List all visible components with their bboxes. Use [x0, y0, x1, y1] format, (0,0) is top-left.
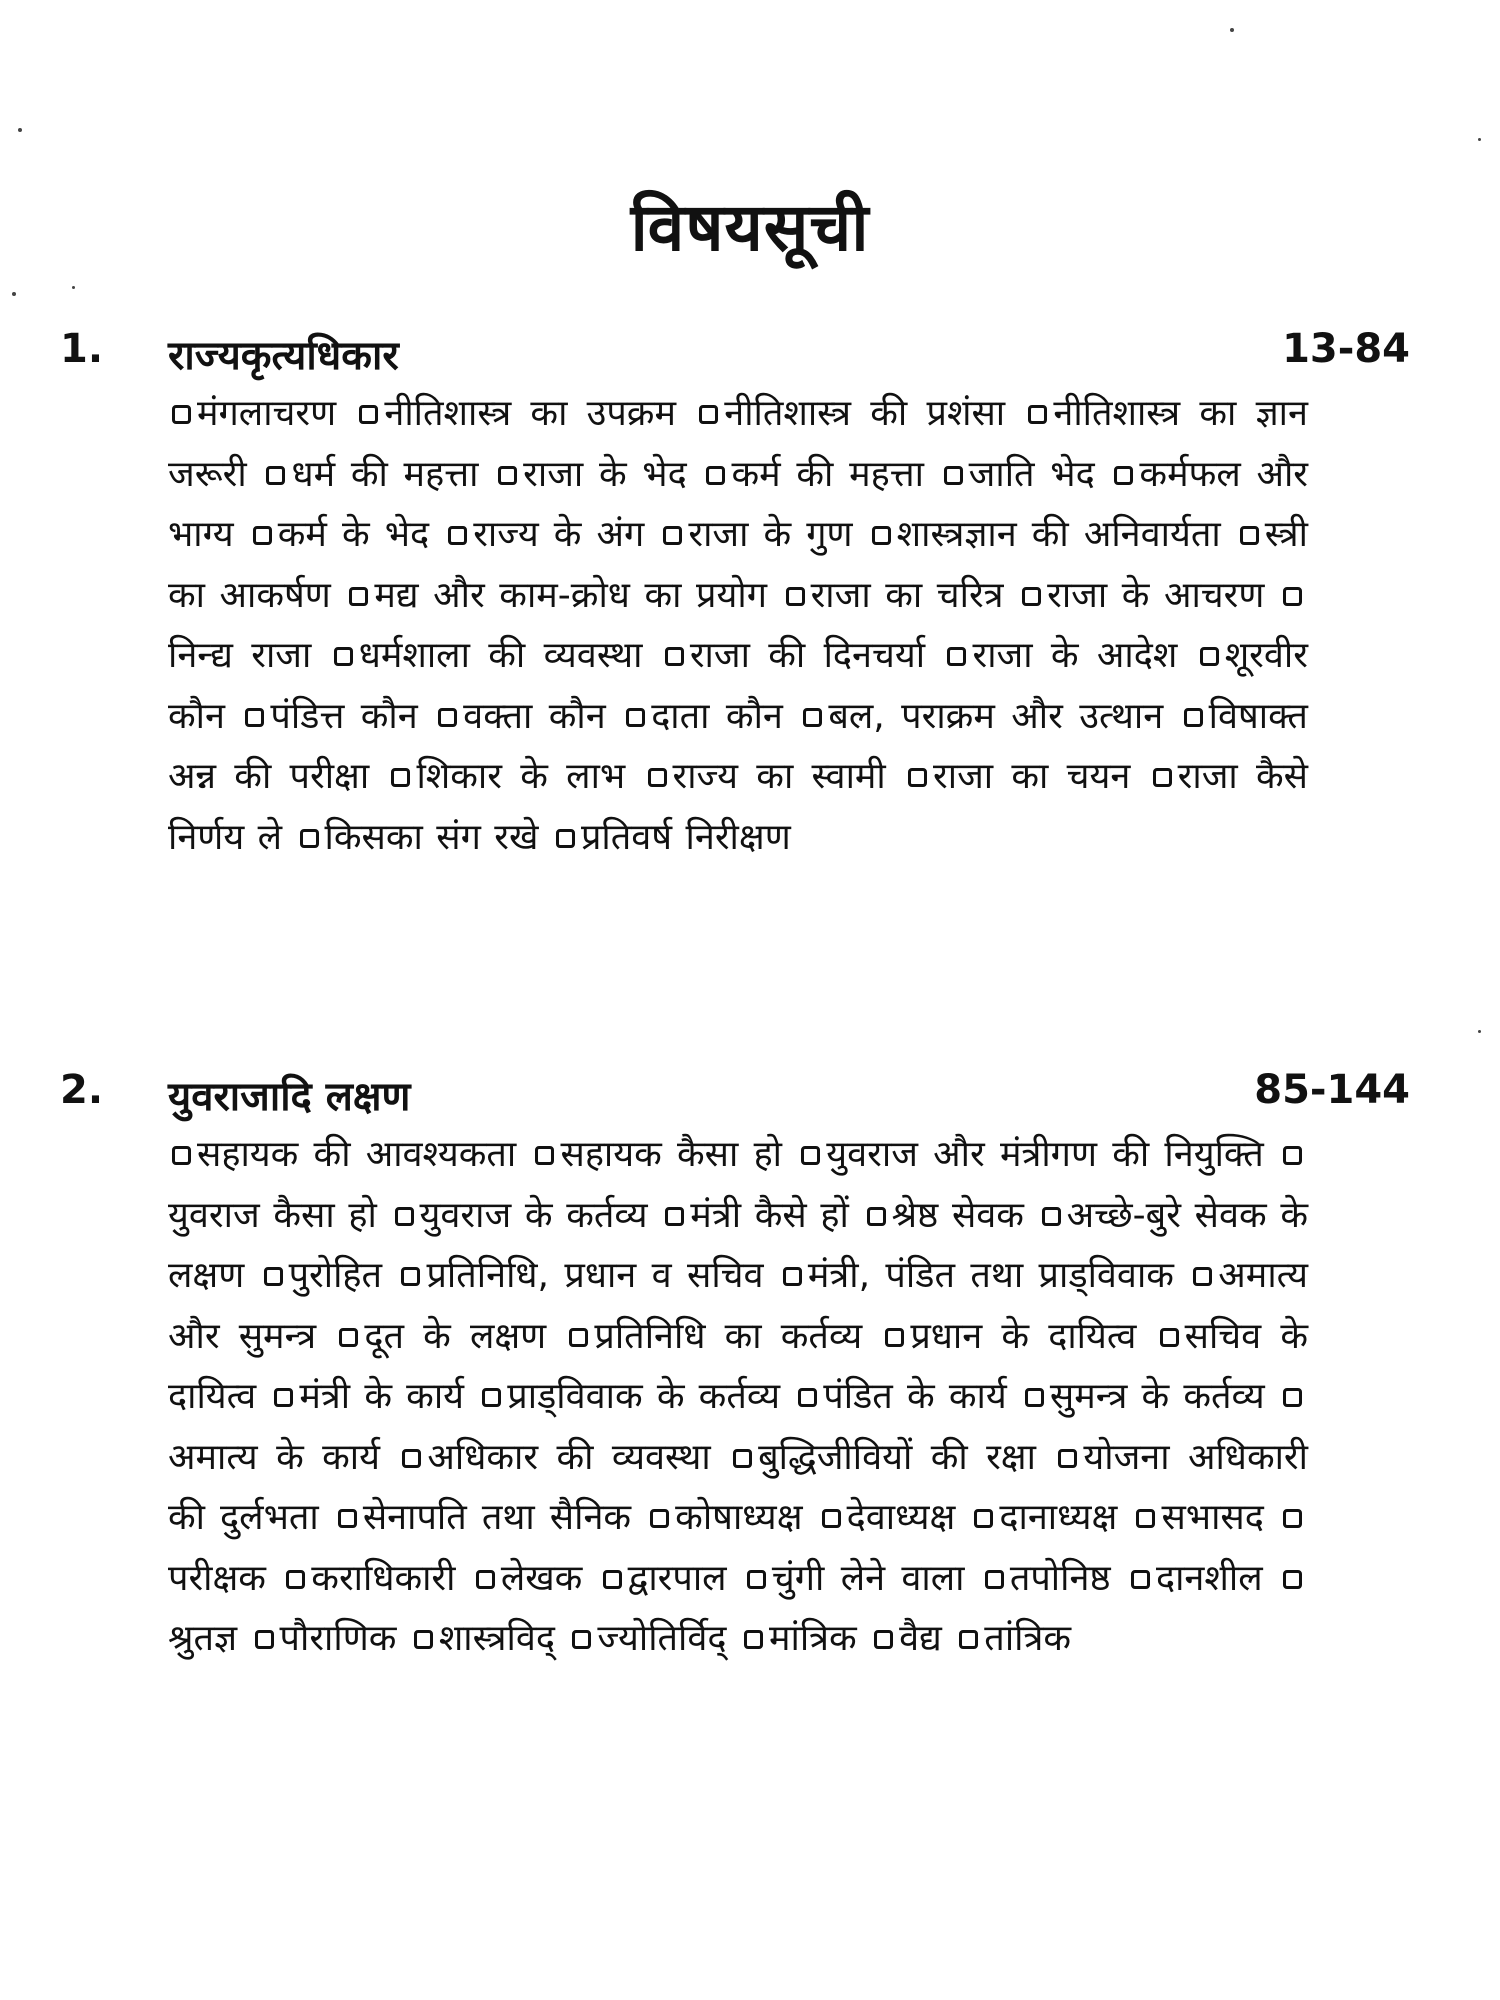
square-bullet-icon [1240, 526, 1259, 545]
square-bullet-icon [603, 1570, 622, 1589]
square-bullet-icon [867, 1207, 886, 1226]
toc-topic-label: नीतिशास्त्र का ज्ञान जरूरी [168, 393, 1308, 495]
square-bullet-icon [255, 1630, 274, 1649]
toc-topic-label: मंगलाचरण [197, 393, 337, 434]
toc-topic-label: प्राड्विवाक के कर्तव्य [507, 1376, 781, 1417]
toc-topic-label: तांत्रिक [984, 1618, 1071, 1659]
toc-topic [345, 575, 767, 616]
toc-topic-label: विषाक्त अन्न की परीक्षा [168, 695, 1308, 797]
toc-topic-label: राजा के भेद [523, 453, 687, 495]
square-bullet-icon [974, 1509, 993, 1528]
toc-topic-label: अमात्य के कार्य [168, 1436, 380, 1478]
chapter-title: युवराजादि लक्षण [168, 1074, 411, 1120]
toc-topic-label: दूत के लक्षण [364, 1315, 547, 1357]
toc-topic-label: शास्त्रविद् [438, 1618, 555, 1659]
toc-topic-label: कर्मफल और भाग्य [168, 453, 1309, 555]
toc-topic-label: अमात्य और सुमन्त्र [168, 1255, 1308, 1357]
toc-topic-label: राज्य के अंग [473, 514, 645, 555]
toc-topic [296, 817, 539, 858]
toc-topic-label: अधिकार की व्यवस्था [427, 1436, 711, 1478]
toc-topic-label: देवाध्यक्ष [846, 1497, 956, 1538]
toc-topic [868, 514, 1221, 555]
toc-topic [729, 1437, 1036, 1478]
toc-topic-label: सहायक की आवश्यकता [197, 1134, 517, 1175]
toc-topic-label: राजा के आचरण [1047, 574, 1265, 616]
square-bullet-icon [414, 1630, 433, 1649]
chapter-heading [60, 322, 1410, 384]
toc-topic-label: कर्म के भेद [277, 514, 430, 555]
square-bullet-icon [556, 829, 575, 848]
toc-topic-label: प्रधान के दायित्व [910, 1315, 1137, 1357]
toc-topic [565, 1316, 862, 1357]
square-bullet-icon [885, 1328, 904, 1347]
square-bullet-icon [947, 647, 966, 666]
toc-topic [702, 454, 923, 495]
square-bullet-icon [626, 708, 645, 727]
toc-topic [260, 1255, 382, 1296]
toc-topic [410, 1618, 555, 1659]
toc-topic-label: शास्त्रज्ञान की अनिवार्यता [896, 514, 1221, 555]
toc-topic-label: राजा के गुण [688, 514, 853, 555]
toc-topic-label: बुद्धिजीवियों की रक्षा [758, 1436, 1036, 1478]
toc-topic-label: श्रुतज्ञ [168, 1618, 238, 1659]
toc-topic [940, 454, 1095, 495]
toc-topic [568, 1618, 726, 1659]
scan-speck [1230, 28, 1234, 32]
toc-topic [434, 696, 606, 737]
chapter-page-range: 13-84 [1282, 326, 1410, 372]
toc-topic [251, 1618, 397, 1659]
toc-topic-label: जाति भेद [968, 453, 1095, 495]
toc-topic-label: परीक्षक [168, 1557, 266, 1599]
chapter-entry-2 [60, 1063, 1410, 1670]
toc-topic [794, 1376, 1006, 1417]
toc-topic [881, 1316, 1136, 1357]
toc-topic [531, 1134, 782, 1175]
toc-topic-label: दानाध्यक्ष [999, 1497, 1118, 1538]
square-bullet-icon [1283, 1509, 1302, 1528]
toc-topic [981, 1558, 1111, 1599]
toc-topic-label: शूरवीर कौन [168, 635, 1308, 737]
toc-topic [552, 817, 791, 858]
toc-topic-label: कोषाध्यक्ष [675, 1497, 803, 1538]
toc-topic-label: मंत्री के कार्य [299, 1376, 465, 1417]
toc-topic-label: धर्मशाला की व्यवस्था [358, 635, 643, 676]
toc-topic-label: नीतिशास्त्र की प्रशंसा [724, 393, 1006, 434]
toc-topic [334, 1497, 631, 1538]
square-bullet-icon [359, 405, 378, 424]
square-bullet-icon [1200, 647, 1219, 666]
toc-topic-label: धर्म की महत्ता [291, 453, 479, 495]
square-bullet-icon [245, 708, 264, 727]
toc-topic [904, 756, 1130, 797]
square-bullet-icon [253, 526, 272, 545]
toc-topic-label: पंडित्त कौन [270, 695, 418, 737]
square-bullet-icon [569, 1328, 588, 1347]
square-bullet-icon [264, 1267, 283, 1286]
toc-topic-label: राजा का चयन [933, 756, 1131, 797]
toc-topic-label: निन्द्य राजा [168, 635, 312, 676]
toc-topic-label: युवराज और मंत्रीगण की नियुक्ति [826, 1134, 1264, 1175]
toc-topic-label: युवराज के कर्तव्य [419, 1194, 648, 1236]
square-bullet-icon [1042, 1207, 1061, 1226]
square-bullet-icon [822, 1509, 841, 1528]
toc-topic-label: वैद्य [899, 1618, 942, 1659]
square-bullet-icon [300, 829, 319, 848]
square-bullet-icon [172, 1146, 191, 1165]
toc-topic [330, 635, 643, 676]
square-bullet-icon [1283, 1388, 1302, 1407]
square-bullet-icon [1028, 405, 1047, 424]
square-bullet-icon [665, 1207, 684, 1226]
toc-topic [391, 1195, 648, 1236]
chapter-number: 2. [60, 1067, 104, 1113]
square-bullet-icon [535, 1146, 554, 1165]
square-bullet-icon [395, 1207, 414, 1226]
toc-topic-label: सभासद [1161, 1497, 1264, 1538]
toc-topic-label: मांत्रिक [768, 1618, 857, 1659]
square-bullet-icon [801, 1146, 820, 1165]
toc-topic [335, 1316, 546, 1357]
toc-topic-label: राजा कैसे निर्णय ले [168, 756, 1309, 858]
toc-topic [863, 1195, 1024, 1236]
page-title: विषयसूची [630, 189, 870, 266]
toc-topic [241, 696, 417, 737]
toc-topic-label: सुमन्त्र के कर्तव्य [1049, 1376, 1265, 1417]
toc-topic [387, 756, 625, 797]
toc-topic-label: तपोनिष्ठ [1009, 1557, 1111, 1599]
toc-topic-label: द्वारपाल [627, 1557, 727, 1599]
square-bullet-icon [334, 647, 353, 666]
toc-topic [661, 635, 925, 676]
toc-topic-label: लेखक [500, 1557, 583, 1599]
square-bullet-icon [783, 1267, 802, 1286]
chapter-number: 1. [60, 326, 104, 372]
toc-topic-label: मंत्री कैसे हों [690, 1194, 849, 1236]
toc-topic [818, 1497, 956, 1538]
toc-topic-label: चुंगी लेने वाला [771, 1557, 965, 1599]
toc-topic-label: कराधिकारी [311, 1557, 456, 1599]
square-bullet-icon [438, 708, 457, 727]
square-bullet-icon [286, 1570, 305, 1589]
square-bullet-icon [803, 708, 822, 727]
toc-topic-label: अच्छे-बुरे सेवक के लक्षण [168, 1194, 1308, 1296]
toc-topic [270, 1376, 464, 1417]
toc-topic [970, 1497, 1117, 1538]
scan-speck [1478, 138, 1481, 141]
square-bullet-icon [482, 1388, 501, 1407]
toc-topic-label: मद्य और काम-क्रोध का प्रयोग [374, 574, 767, 616]
toc-topic-label: मंत्री, पंडित तथा प्राड्विवाक [807, 1255, 1174, 1296]
toc-topic-label: दाता कौन [651, 695, 783, 737]
toc-topic-label: राजा की दिनचर्या [689, 635, 926, 676]
square-bullet-icon [648, 768, 667, 787]
toc-topic [355, 393, 676, 434]
toc-topic-label: स्त्री का आकर्षण [168, 514, 1308, 616]
toc-topic [1021, 1376, 1265, 1417]
square-bullet-icon [944, 466, 963, 485]
toc-topic-label: कर्म की महत्ता [731, 453, 924, 495]
square-bullet-icon [1283, 587, 1302, 606]
toc-topic-label: ज्योतिर्विद् [597, 1618, 727, 1659]
toc-topic [282, 1558, 455, 1599]
toc-topic-label: शिकार के लाभ [416, 756, 626, 797]
toc-topic [397, 1255, 763, 1296]
toc-topic-label: युवराज कैसा हो [168, 1194, 377, 1236]
square-bullet-icon [872, 526, 891, 545]
toc-topic [797, 1134, 1263, 1175]
toc-topic [622, 696, 783, 737]
square-bullet-icon [401, 1267, 420, 1286]
chapter-topics [168, 1125, 1308, 1670]
toc-topic-label: बल, पराक्रम और उत्थान [828, 695, 1164, 737]
toc-topic-label: वक्ता कौन [463, 695, 606, 737]
scan-speck [1478, 1030, 1481, 1033]
toc-topic-label: नीतिशास्त्र का उपक्रम [384, 393, 676, 434]
square-bullet-icon [650, 1509, 669, 1528]
square-bullet-icon [1283, 1570, 1302, 1589]
square-bullet-icon [747, 1570, 766, 1589]
square-bullet-icon [1184, 708, 1203, 727]
toc-topic [661, 1195, 849, 1236]
toc-topic [695, 393, 1005, 434]
square-bullet-icon [274, 1388, 293, 1407]
toc-topic-label: सचिव के दायित्व [168, 1315, 1308, 1417]
square-bullet-icon [733, 1449, 752, 1468]
square-bullet-icon [1131, 1570, 1150, 1589]
square-bullet-icon [663, 526, 682, 545]
toc-topic [779, 1255, 1174, 1296]
toc-topic [782, 575, 1004, 616]
chapter-title: राज्यकृत्यधिकार [168, 333, 399, 379]
square-bullet-icon [786, 587, 805, 606]
square-bullet-icon [1160, 1328, 1179, 1347]
toc-topic [646, 1497, 802, 1538]
toc-topic [168, 1134, 516, 1175]
scan-speck [72, 286, 75, 289]
square-bullet-icon [1114, 466, 1133, 485]
square-bullet-icon [706, 466, 725, 485]
toc-topic-label: सहायक कैसा हो [560, 1134, 783, 1175]
scan-speck [18, 128, 22, 132]
toc-topic-label: राज्य का स्वामी [672, 756, 886, 797]
square-bullet-icon [665, 647, 684, 666]
square-bullet-icon [699, 405, 718, 424]
toc-topic [955, 1618, 1071, 1659]
toc-topic [740, 1618, 857, 1659]
square-bullet-icon [1153, 768, 1172, 787]
toc-topic [743, 1558, 965, 1599]
square-bullet-icon [498, 466, 517, 485]
toc-topic [799, 696, 1163, 737]
square-bullet-icon [1193, 1267, 1212, 1286]
toc-topic [472, 1558, 583, 1599]
toc-topic-label: पौराणिक [279, 1618, 397, 1659]
square-bullet-icon [476, 1570, 495, 1589]
toc-topic-label: राजा का चरित्र [810, 574, 1004, 616]
toc-topic-label: प्रतिवर्ष निरीक्षण [580, 816, 791, 858]
square-bullet-icon [959, 1630, 978, 1649]
toc-topic [599, 1558, 727, 1599]
toc-topic-label: पुरोहित [288, 1255, 383, 1296]
chapter-heading [60, 1063, 1410, 1125]
square-bullet-icon [874, 1630, 893, 1649]
square-bullet-icon [172, 405, 191, 424]
toc-topic-label: प्रतिनिधि का कर्तव्य [594, 1315, 863, 1357]
toc-topic [478, 1376, 780, 1417]
toc-topic [870, 1618, 942, 1659]
toc-topic [444, 514, 644, 555]
square-bullet-icon [1022, 587, 1041, 606]
toc-topic-label: दानशील [1155, 1557, 1263, 1599]
scan-speck [12, 292, 16, 296]
square-bullet-icon [1058, 1449, 1077, 1468]
square-bullet-icon [339, 1328, 358, 1347]
square-bullet-icon [338, 1509, 357, 1528]
toc-topic [1127, 1558, 1263, 1599]
square-bullet-icon [798, 1388, 817, 1407]
chapter-page-range: 85-144 [1254, 1067, 1410, 1113]
toc-topic-label: श्रेष्ठ सेवक [891, 1194, 1024, 1236]
square-bullet-icon [448, 526, 467, 545]
toc-topic [494, 454, 687, 495]
square-bullet-icon [985, 1570, 1004, 1589]
toc-topic-label: किसका संग रखे [324, 816, 539, 858]
toc-topic [644, 756, 886, 797]
chapter-entry-1 [60, 322, 1410, 868]
square-bullet-icon [744, 1630, 763, 1649]
square-bullet-icon [402, 1449, 421, 1468]
toc-topic [943, 635, 1177, 676]
square-bullet-icon [349, 587, 368, 606]
toc-topic [1132, 1497, 1263, 1538]
square-bullet-icon [266, 466, 285, 485]
toc-topic [1018, 575, 1264, 616]
toc-topic [168, 393, 336, 434]
toc-topic-label: राजा के आदेश [972, 635, 1178, 676]
chapter-topics [168, 384, 1308, 868]
toc-topic [398, 1437, 710, 1478]
square-bullet-icon [1283, 1146, 1302, 1165]
toc-topic-label: योजना अधिकारी की दुर्लभता [168, 1436, 1308, 1538]
square-bullet-icon [391, 768, 410, 787]
toc-topic [249, 514, 429, 555]
toc-topic-label: पंडित के कार्य [823, 1376, 1007, 1417]
toc-topic [659, 514, 852, 555]
toc-topic-label: प्रतिनिधि, प्रधान व सचिव [426, 1255, 764, 1296]
square-bullet-icon [572, 1630, 591, 1649]
square-bullet-icon [908, 768, 927, 787]
square-bullet-icon [1136, 1509, 1155, 1528]
square-bullet-icon [1025, 1388, 1044, 1407]
toc-topic [262, 454, 478, 495]
toc-topic-label: सेनापति तथा सैनिक [362, 1497, 632, 1538]
